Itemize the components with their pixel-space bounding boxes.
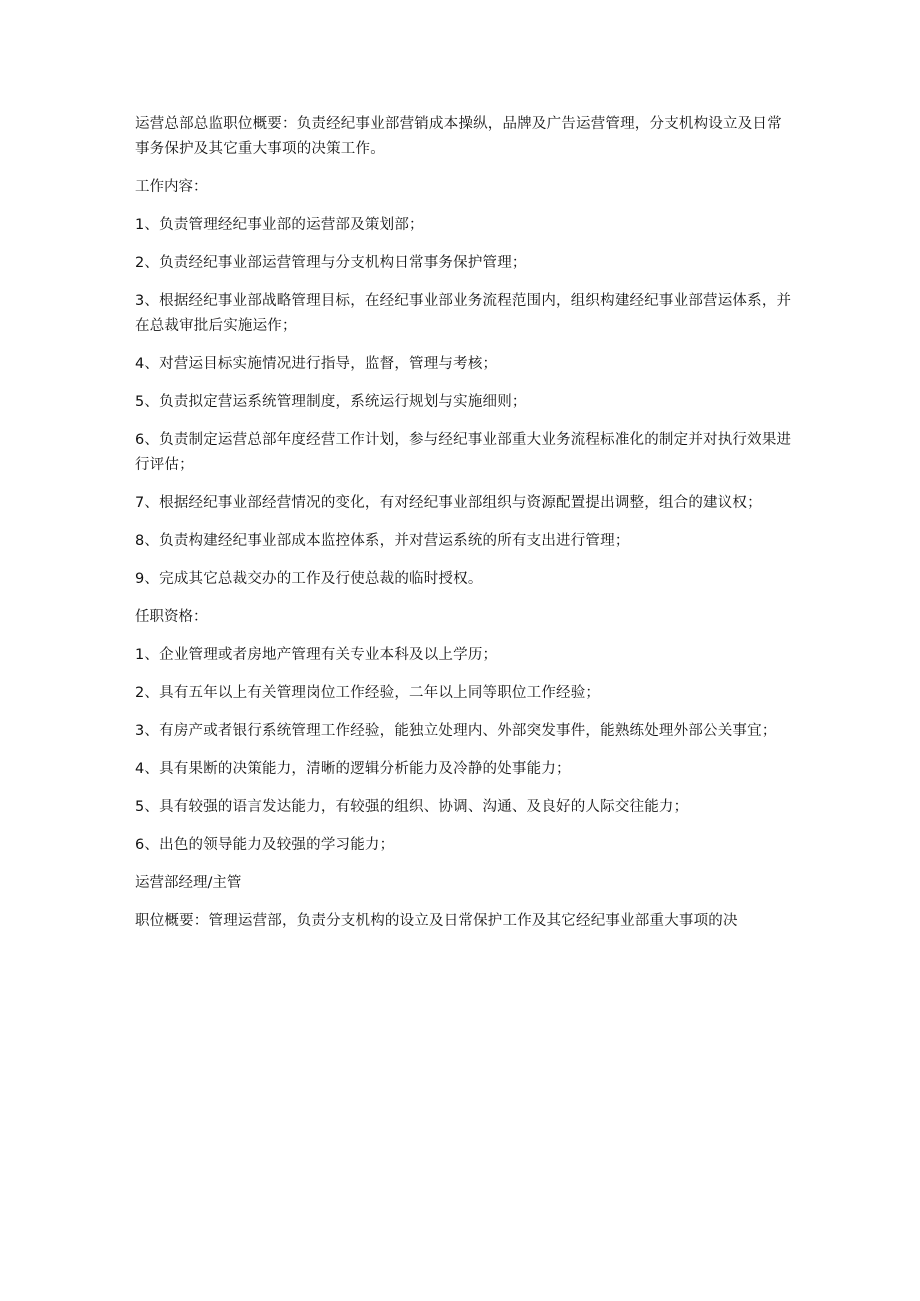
work-content-heading: 工作内容： [135, 179, 208, 195]
work-item-3: 3、根据经纪事业部战略管理目标，在经纪事业部业务流程范围内，组织构建经纪事业部营运体系，并在总裁审批后实施运作； [135, 293, 792, 334]
work-item-1: 1、负责管理经纪事业部的运营部及策划部； [135, 217, 424, 233]
qualification-item-4: 4、具有果断的决策能力，清晰的逻辑分析能力及冷静的处事能力； [135, 761, 571, 777]
work-item-7: 7、根据经纪事业部经营情况的变化，有对经纪事业部组织与资源配置提出调整，组合的建议权； [135, 495, 762, 511]
work-item-5: 5、负责拟定营运系统管理制度，系统运行规划与实施细则； [135, 394, 527, 410]
qualification-item-5: 5、具有较强的语言发达能力，有较强的组织、协调、沟通、及良好的人际交往能力； [135, 799, 689, 815]
work-item-8: 8、负责构建经纪事业部成本监控体系，并对营运系统的所有支出进行管理； [135, 533, 630, 549]
work-item-2: 2、负责经纪事业部运营管理与分支机构日常事务保护管理； [135, 255, 527, 271]
qualification-item-6: 6、出色的领导能力及较强的学习能力； [135, 837, 395, 853]
qualification-item-1: 1、企业管理或者房地产管理有关专业本科及以上学历； [135, 647, 498, 663]
qualifications-heading: 任职资格： [135, 609, 208, 625]
section2-title: 运营部经理/主管 [135, 875, 242, 891]
document-body [135, 112, 795, 947]
work-item-6: 6、负责制定运营总部年度经营工作计划，参与经纪事业部重大业务流程标准化的制定并对执行效果进行评估； [135, 432, 792, 473]
qualification-item-3: 3、有房产或者银行系统管理工作经验，能独立处理内、外部突发事件，能熟练处理外部公关事宜； [135, 723, 777, 739]
work-item-9: 9、完成其它总裁交办的工作及行使总裁的临时授权。 [135, 571, 483, 587]
intro-paragraph: 运营总部总监职位概要：负责经纪事业部营销成本操纵，品牌及广告运营管理，分支机构设立及日常事务保护及其它重大事项的决策工作。 [135, 116, 782, 157]
qualification-item-2: 2、具有五年以上有关管理岗位工作经验，二年以上同等职位工作经验； [135, 685, 601, 701]
section2-summary: 职位概要：管理运营部，负责分支机构的设立及日常保护工作及其它经纪事业部重大事项的决 [135, 913, 738, 929]
work-item-4: 4、对营运目标实施情况进行指导，监督，管理与考核； [135, 356, 498, 372]
